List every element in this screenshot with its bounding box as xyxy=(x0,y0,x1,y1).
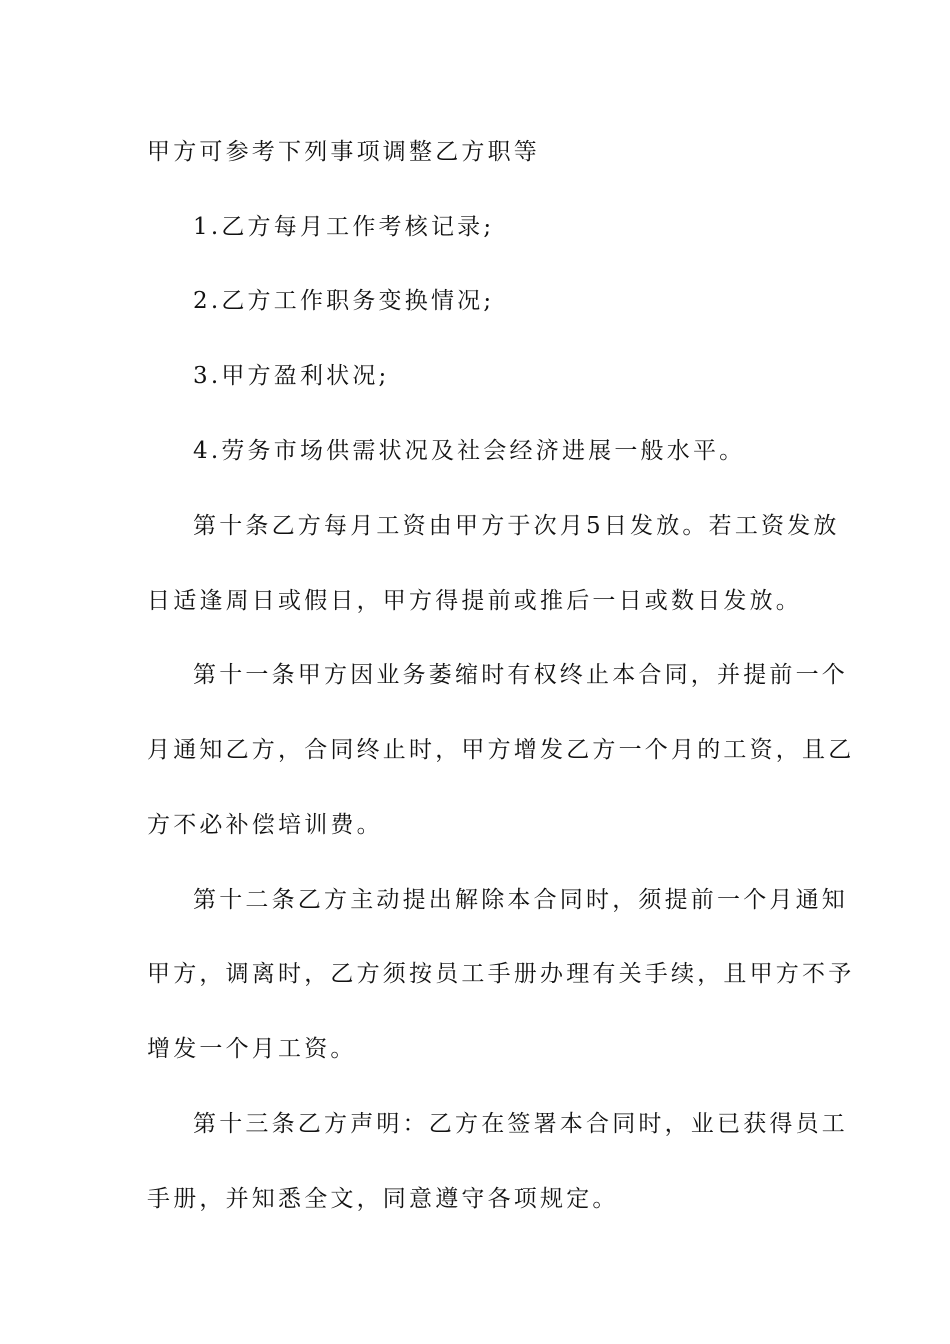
article-12-line-2: 甲方，调离时，乙方须按员工手册办理有关手续，且甲方不予 xyxy=(147,961,855,987)
article-10-line-1: 第十条乙方每月工资由甲方于次月5日发放。若工资发放 xyxy=(193,513,840,539)
list-item-1: 1.乙方每月工作考核记录; xyxy=(193,214,495,240)
list-item-2: 2.乙方工作职务变换情况; xyxy=(193,288,495,314)
list-item-3: 3.甲方盈利状况; xyxy=(193,363,390,389)
article-10-line-2: 日适逢周日或假日，甲方得提前或推后一日或数日发放。 xyxy=(147,588,802,614)
article-11-line-2: 月通知乙方，合同终止时，甲方增发乙方一个月的工资，且乙 xyxy=(147,737,855,763)
list-item-4: 4.劳务市场供需状况及社会经济进展一般水平。 xyxy=(193,438,746,464)
article-12-line-3: 增发一个月工资。 xyxy=(147,1036,357,1062)
article-11-line-3: 方不必补偿培训费。 xyxy=(147,812,383,838)
article-13-line-2: 手册，并知悉全文，同意遵守各项规定。 xyxy=(147,1186,619,1212)
article-11-line-1: 第十一条甲方因业务萎缩时有权终止本合同，并提前一个 xyxy=(193,662,848,688)
intro-line: 甲方可参考下列事项调整乙方职等 xyxy=(147,139,540,165)
article-13-line-1: 第十三条乙方声明：乙方在签署本合同时，业已获得员工 xyxy=(193,1111,848,1137)
article-12-line-1: 第十二条乙方主动提出解除本合同时，须提前一个月通知 xyxy=(193,887,848,913)
